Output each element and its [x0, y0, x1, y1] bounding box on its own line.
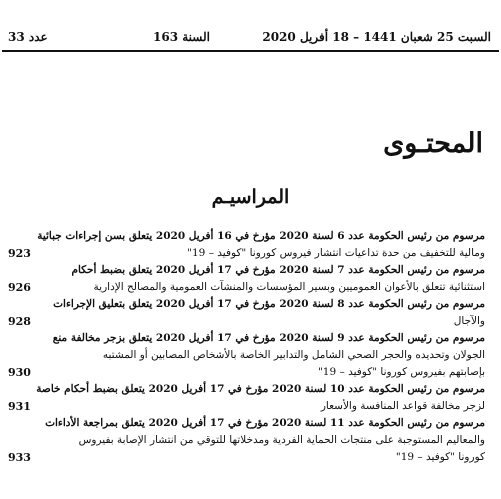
toc-page-number: 930	[8, 366, 31, 379]
issue-number: عدد 33	[8, 30, 48, 44]
contents-title: المحتـوى	[383, 128, 483, 159]
toc-entry-line: مرسوم من رئيس الحكومة عدد 7 لسنة 2020 مؤرخ في 17 أفريل 2020 يتعلق بضبط أحكام	[71, 264, 485, 276]
toc-entry-line: مرسوم من رئيس الحكومة عدد 9 لسنة 2020 مؤرخ في 17 أفريل 2020 يتعلق بزجر مخالفة منع	[52, 332, 485, 344]
toc-page-number: 923	[8, 247, 31, 260]
toc-entry-line: مرسوم من رئيس الحكومة عدد 6 لسنة 2020 مؤرخ في 16 أفريل 2020 يتعلق بسن إجراءات جبائية	[37, 230, 485, 242]
toc-entry-line: الجولان وتحديده والحجر الصحي الشامل والتدابير الخاصة بالأشخاص المصابين أو المشتبه	[102, 349, 485, 361]
header-rule	[2, 50, 499, 52]
toc-page-number: 928	[8, 315, 31, 328]
toc-entry-line: كورونا "كوفيد – 19"	[395, 451, 485, 463]
toc-page-number: 931	[8, 400, 31, 413]
toc-entry-line: والآجال	[453, 315, 485, 327]
toc-page-number: 926	[8, 281, 31, 294]
section-title: المراسيـم	[211, 186, 290, 208]
page-header	[0, 28, 501, 50]
toc-entry-line: والمعاليم المستوجبة على منتجات الحماية الفردية ومدخلاتها للتوقي من انتشار الإصابة بفيروس	[78, 434, 485, 446]
toc-entry-line: مرسوم من رئيس الحكومة عدد 8 لسنة 2020 مؤرخ في 17 أفريل 2020 يتعلق بتعليق الإجراءات	[53, 298, 485, 310]
toc-entry-line: ومالية للتخفيف من حدة تداعيات انتشار فيروس كورونا "كوفيد – 19"	[187, 247, 485, 259]
year-number: السنة 163	[153, 30, 210, 44]
toc-entry-line: بإصابتهم بفيروس كورونا "كوفيد – 19"	[317, 366, 485, 378]
toc-entry-line: لزجر مخالفة قواعد المنافسة والأسعار	[320, 400, 485, 412]
toc-entry-line: مرسوم من رئيس الحكومة عدد 10 لسنة 2020 مؤرخ في 17 أفريل 2020 يتعلق بضبط أحكام خاصة	[36, 383, 485, 395]
toc-page-number: 933	[8, 451, 31, 464]
toc-entry-line: استثنائية تتعلق بالأعوان العموميين وبسير المؤسسات والمنشآت العمومية والمصالح الإدارية	[93, 281, 485, 293]
issue-date: السبت 25 شعبان 1441 – 18 أفريل 2020	[262, 30, 491, 44]
toc-entry-line: مرسوم من رئيس الحكومة عدد 11 لسنة 2020 مؤرخ في 17 أفريل 2020 يتعلق بمراجعة الأداءات	[45, 417, 485, 429]
